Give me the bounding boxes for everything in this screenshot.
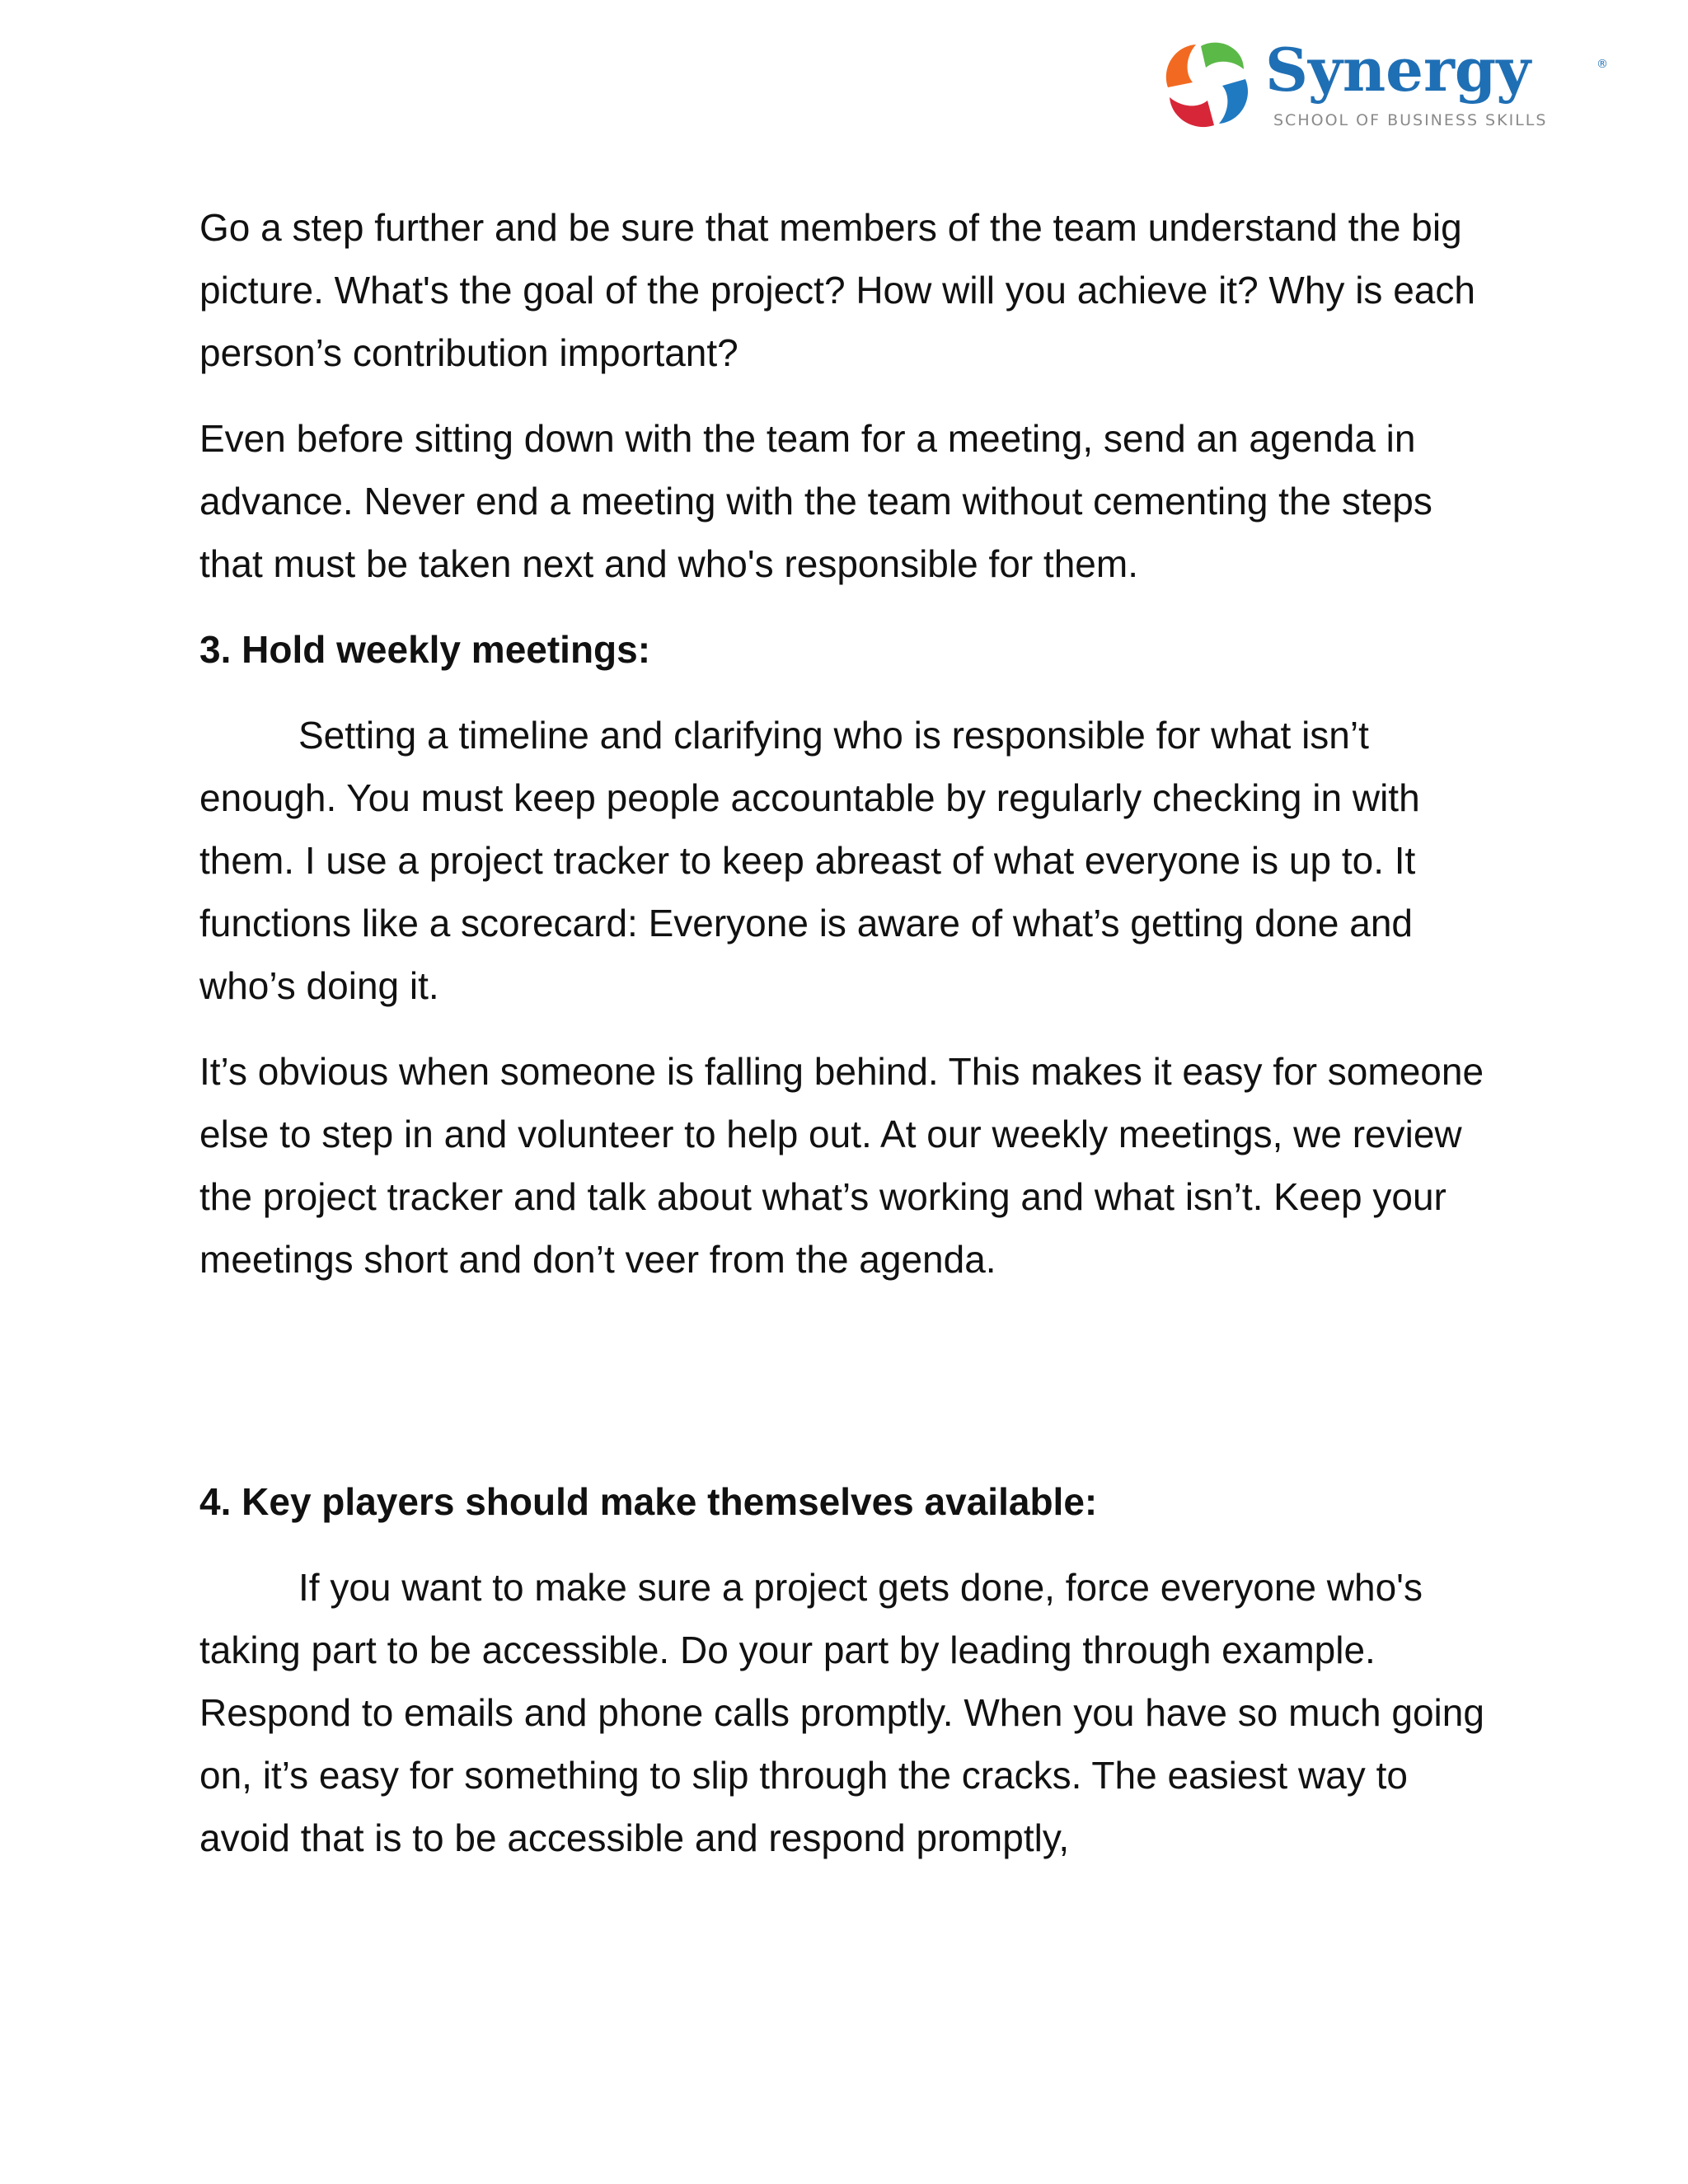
heading-weekly-meetings: 3. Hold weekly meetings: [199, 628, 651, 671]
section-spacer [199, 1314, 1502, 1470]
paragraph-falling-behind: It’s obvious when someone is falling behind. This makes it easy for someone else to step in and volunteer to help out. At our weekly meetings, we review the project tracker and talk about what’s working and what isn’t. Keep your meetings short and don’t veer from the agenda. [199, 1050, 1484, 1281]
registered-mark: ® [1597, 58, 1608, 71]
synergy-logo [1158, 33, 1620, 140]
logo-tagline: SCHOOL OF BUSINESS SKILLS [1273, 111, 1548, 129]
logo-wordmark: Synergy [1265, 35, 1531, 105]
synergy-logo-graphic [1158, 33, 1620, 140]
swirl-logo-icon [1166, 43, 1248, 127]
paragraph-accessible: If you want to make sure a project gets done, force everyone who's taking part to be accessible. Do your part by leading through example. Respond to emails and phone calls promptly. When you have so much going on, it’s easy for something to slip through the cracks. The easiest way to avoid that is to be accessible and respond promptly, [199, 1566, 1484, 1859]
paragraph-big-picture: Go a step further and be sure that members of the team understand the big picture. What's the goal of the project? How will you achieve it? Why is each person’s contribution important? [199, 206, 1475, 374]
paragraph-timeline: Setting a timeline and clarifying who is responsible for what isn’t enough. You must keep people accountable by regularly checking in with them. I use a project tracker to keep abreast of what everyone is up to. It functions like a scorecard: Everyone is aware of what’s getting done and who’s doing it. [199, 714, 1420, 1007]
document-body [199, 196, 1502, 1892]
heading-key-players: 4. Key players should make themselves available: [199, 1480, 1098, 1523]
paragraph-agenda: Even before sitting down with the team for a meeting, send an agenda in advance. Never end a meeting with the team without cementing the steps that must be taken next and who's responsible for them. [199, 417, 1432, 585]
